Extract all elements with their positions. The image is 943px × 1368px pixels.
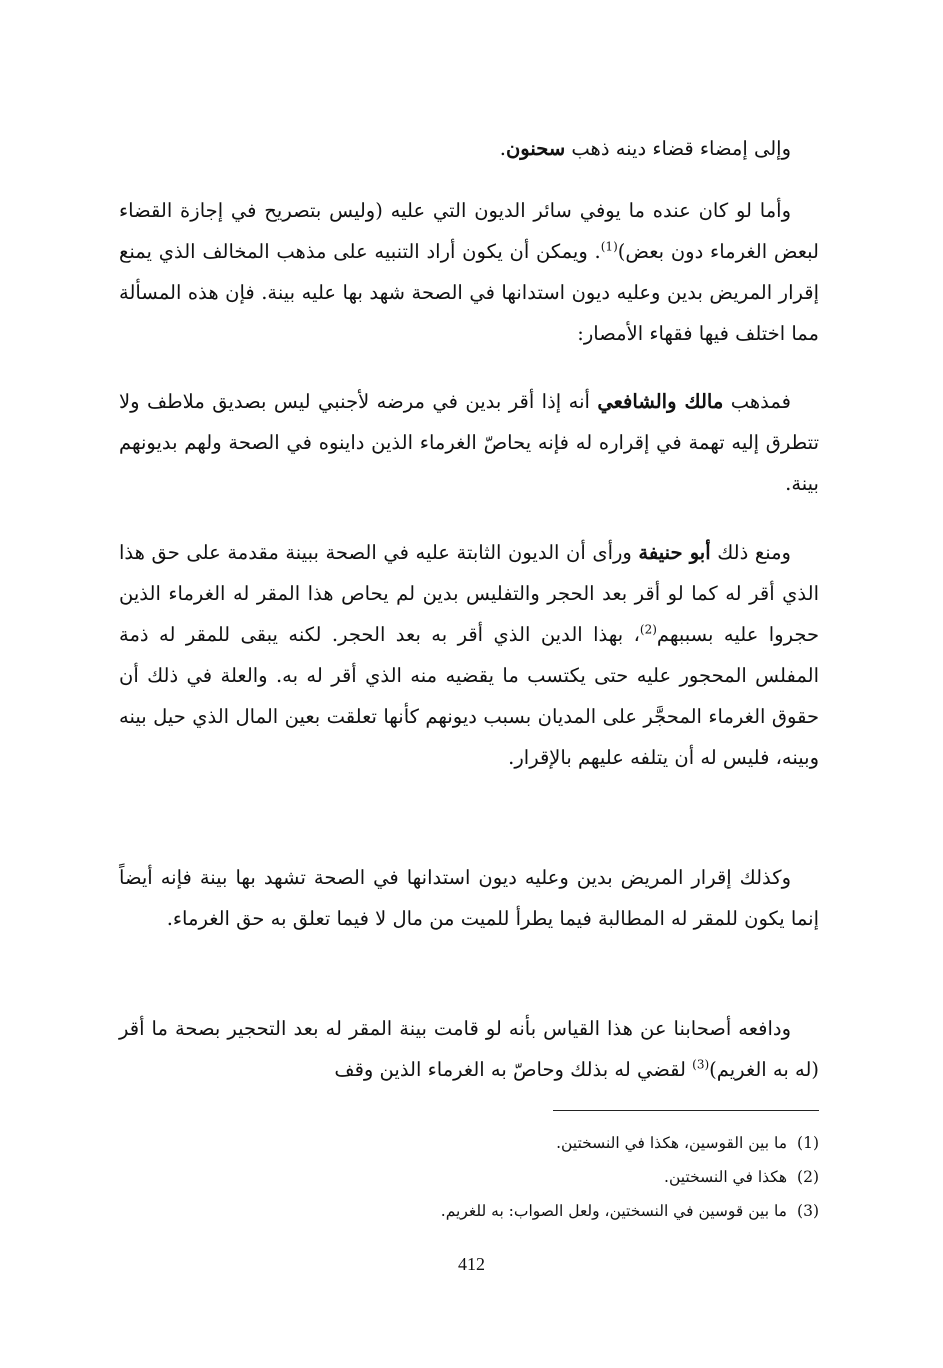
footnote-ref-2[interactable]: (2) [639,622,657,637]
text-run: ، بهذا الدين الذي أقر به بعد الحجر. لكنه يبقى للمقر له ذمة المفلس المحجور عليه حتى يكتسب ما يقضيه منه الذي أقر له به. والعلة في ذلك أن حقوق الغرماء المحجَّر على المديان بسبب ديونهم كأنها تعلقت بعين المال الذي حيل بينه وبينه، فليس له أن يتلفه عليهم بالإقرار. [119,623,819,769]
paragraph-debts [119,190,819,354]
text-run: وأما لو كان عنده ما يوفي سائر الديون التي عليه (وليس بتصريح في إجازة القضاء لبعض الغرماء دون بعض) [119,199,819,263]
footnote-text: ما بين قوسين في النسختين، ولعل الصواب: به للغريم. [440,1202,787,1220]
text-run: . [499,137,506,160]
text-run: أنه إذا أقر بدين في مرضه لأجنبي ليس بصديق ملاطف ولا تتطرق إليه تهمة في إقراره له فإنه يحاصّ الغرماء الذين داينوه في الصحة ولهم بديونهم بينة. [119,390,819,495]
text-run: ورأى أن الديون الثابتة عليه في الصحة ببينة مقدمة على حق هذا الذي أقر له كما لو أقر بعد الحجر والتفليس بدين لم يحاص هذا المقر له الغرماء الذين حجروا عليه بسببهم [119,541,819,646]
footnote-ref-1[interactable]: (1) [600,239,618,254]
paragraph-sahnun [119,128,819,169]
footnote-text: ما بين القوسين، هكذا في النسختين. [556,1134,787,1152]
footnote-item [119,1194,819,1228]
footnote-item [119,1126,819,1160]
paragraph-sick-confession [119,857,819,939]
footnotes [119,1126,819,1228]
scholar-name-abu-hanifa: أبو حنيفة [638,541,711,564]
text-run: ومنع ذلك [710,541,791,564]
scholar-name-sahnun: سحنون [505,137,566,160]
paragraph-abu-hanifa [119,532,819,778]
text-run: ودافعه أصحابنا عن هذا القياس بأنه لو قامت بينة المقر له بعد التحجير بصحة ما أقر (له به الغريم) [119,1017,819,1081]
footnote-number: (1) [797,1134,819,1152]
text-run: فمذهب [723,390,791,413]
footnote-number: (3) [797,1202,819,1220]
text-run: وكذلك إقرار المريض بدين وعليه ديون استدانها في الصحة تشهد بها بينة فإنه أيضاً إنما يكون للمقر له المطالبة فيما يطرأ للميت من مال لا فيما تعلق به حق الغرماء. [119,866,819,930]
page-number: 412 [458,1254,485,1274]
paragraph-rebuttal [119,1008,819,1090]
text-run: . ويمكن أن يكون أراد التنبيه على مذهب المخالف الذي يمنع إقرار المريض بدين وعليه ديون استدانها في الصحة شهد بها عليه بينة. فإن هذه المسألة مما اختلف فيها فقهاء الأمصار: [119,240,819,345]
scholar-names-malik-shafii: مالك والشافعي [597,390,724,413]
text-run: لقضي له بذلك وحاصّ به الغرماء الذين وقف [334,1058,693,1081]
footnote-ref-3[interactable]: (3) [692,1057,710,1072]
text-run: وإلى إمضاء قضاء دينه ذهب [565,137,791,160]
footnote-number: (2) [797,1168,819,1186]
footnote-divider [553,1110,819,1111]
footnote-text: هكذا في النسختين. [664,1168,787,1186]
footnote-item [119,1160,819,1194]
paragraph-malik-shafii [119,381,819,504]
